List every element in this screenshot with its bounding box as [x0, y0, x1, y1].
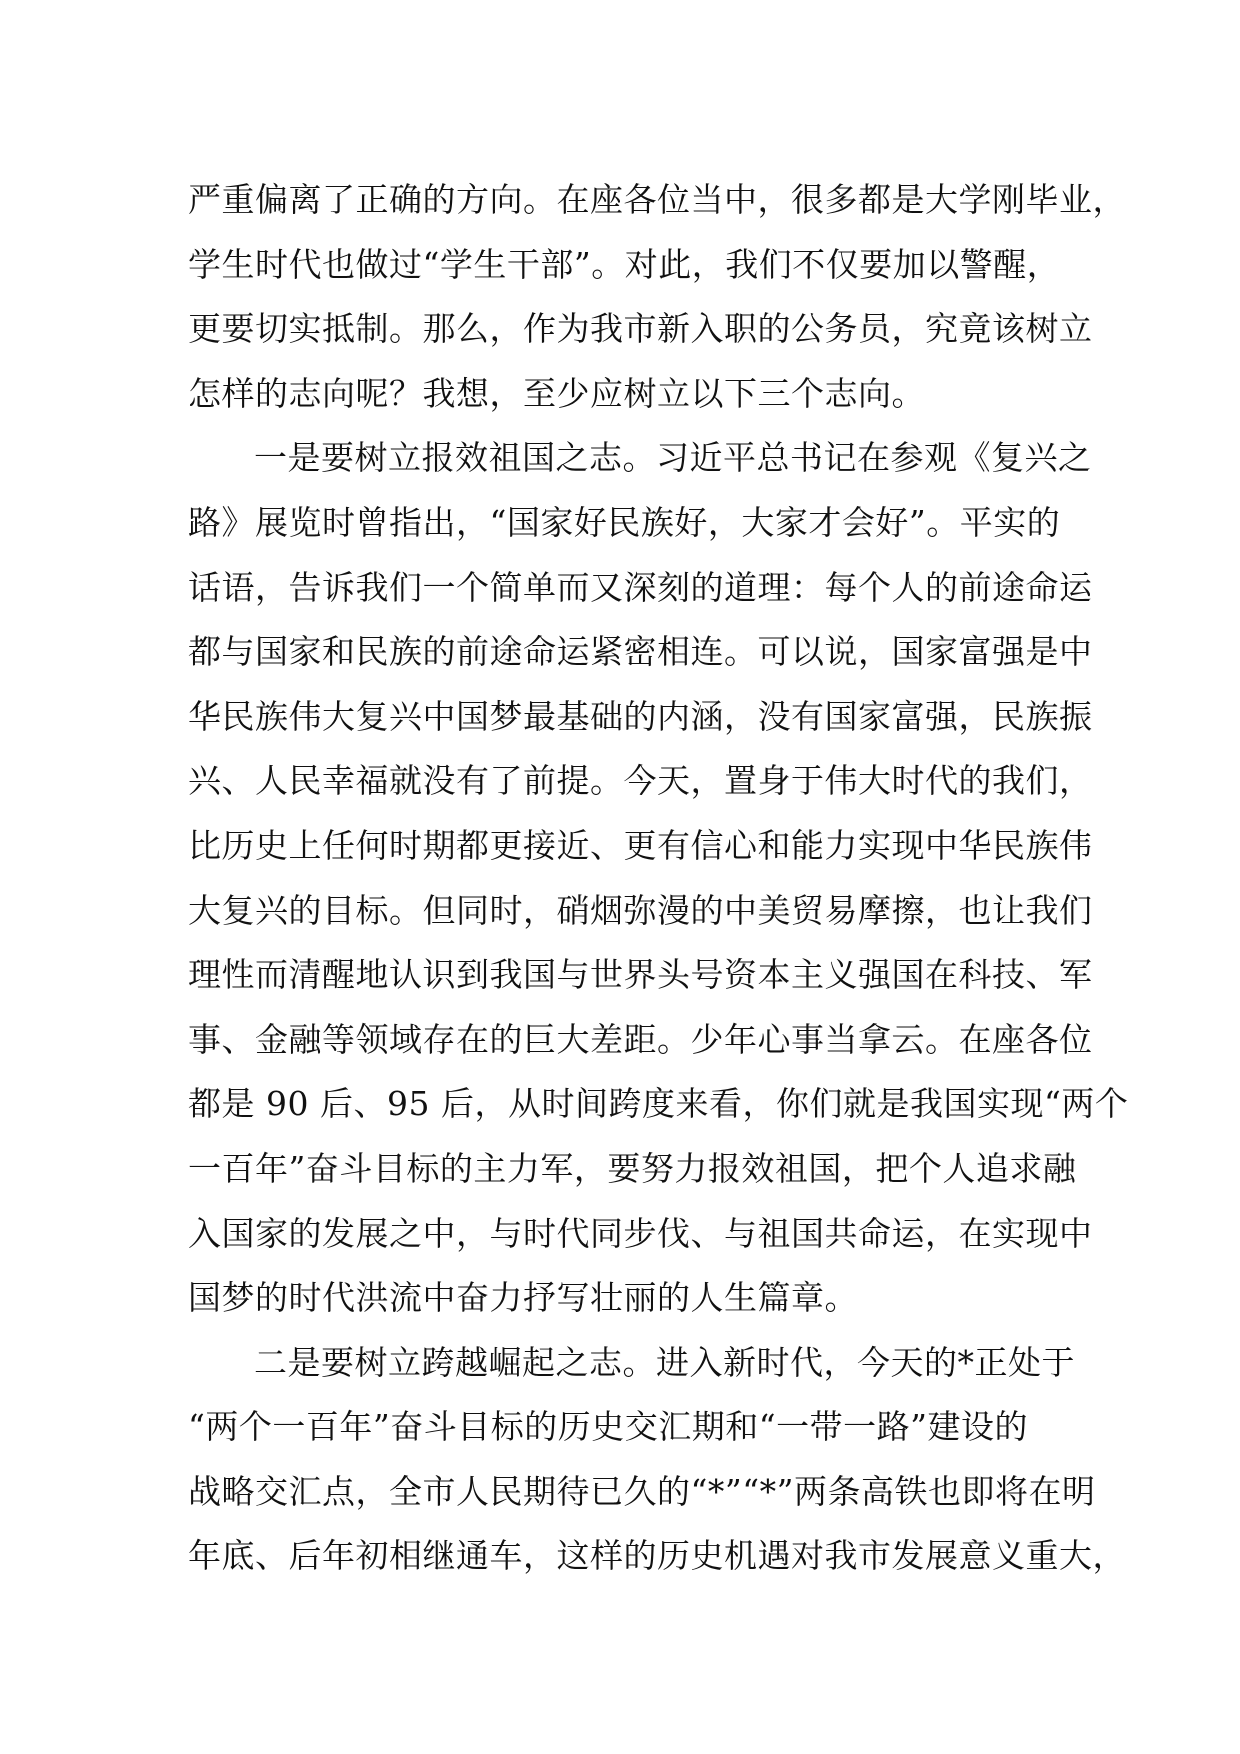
- text-line: 学生时代也做过“学生干部”。对此，我们不仅要加以警醒，: [188, 244, 1061, 284]
- text-line: 都与国家和民族的前途命运紧密相连。可以说，国家富强是中: [188, 632, 1093, 672]
- text-line: 路》展览时曾指出，“国家好民族好，大家才会好”。平实的: [188, 502, 1061, 542]
- text-line: 兴、人民幸福就没有了前提。今天，置身于伟大时代的我们，: [188, 761, 1093, 801]
- text-line: 战略交汇点，全市人民期待已久的“*”“*”两条高铁也即将在明: [188, 1471, 1096, 1511]
- paragraph-first-line: 一是要树立报效祖国之志。习近平总书记在参观《复兴之: [254, 438, 1092, 478]
- text-line: 怎样的志向呢？我想，至少应树立以下三个志向。: [188, 373, 925, 413]
- text-line: “两个一百年”奋斗目标的历史交汇期和“一带一路”建设的: [188, 1407, 1028, 1447]
- text-line: 年底、后年初相继通车，这样的历史机遇对我市发展意义重大，: [188, 1536, 1126, 1576]
- text-line: 话语，告诉我们一个简单而又深刻的道理：每个人的前途命运: [188, 567, 1093, 607]
- text-line: 一百年”奋斗目标的主力军，要努力报效祖国，把个人追求融: [188, 1148, 1077, 1188]
- text-line: 更要切实抵制。那么，作为我市新入职的公务员，究竟该树立: [188, 309, 1093, 349]
- text-line: 国梦的时代洪流中奋力抒写壮丽的人生篇章。: [188, 1278, 858, 1318]
- text-line: 比历史上任何时期都更接近、更有信心和能力实现中华民族伟: [188, 825, 1093, 865]
- document-body: [188, 168, 1129, 1589]
- text-line: 都是 90 后、95 后，从时间跨度来看，你们就是我国实现“两个: [188, 1084, 1129, 1124]
- paragraph-first-line: 二是要树立跨越崛起之志。进入新时代，今天的*正处于: [254, 1342, 1075, 1382]
- text-line: 大复兴的目标。但同时，硝烟弥漫的中美贸易摩擦，也让我们: [188, 890, 1093, 930]
- text-line: 事、金融等领域存在的巨大差距。少年心事当拿云。在座各位: [188, 1019, 1093, 1059]
- text-line: 华民族伟大复兴中国梦最基础的内涵，没有国家富强，民族振: [188, 696, 1093, 736]
- text-line: 严重偏离了正确的方向。在座各位当中，很多都是大学刚毕业，: [188, 180, 1126, 219]
- text-line: 入国家的发展之中，与时代同步伐、与祖国共命运，在实现中: [188, 1213, 1093, 1253]
- text-line: 理性而清醒地认识到我国与世界头号资本主义强国在科技、军: [188, 955, 1093, 995]
